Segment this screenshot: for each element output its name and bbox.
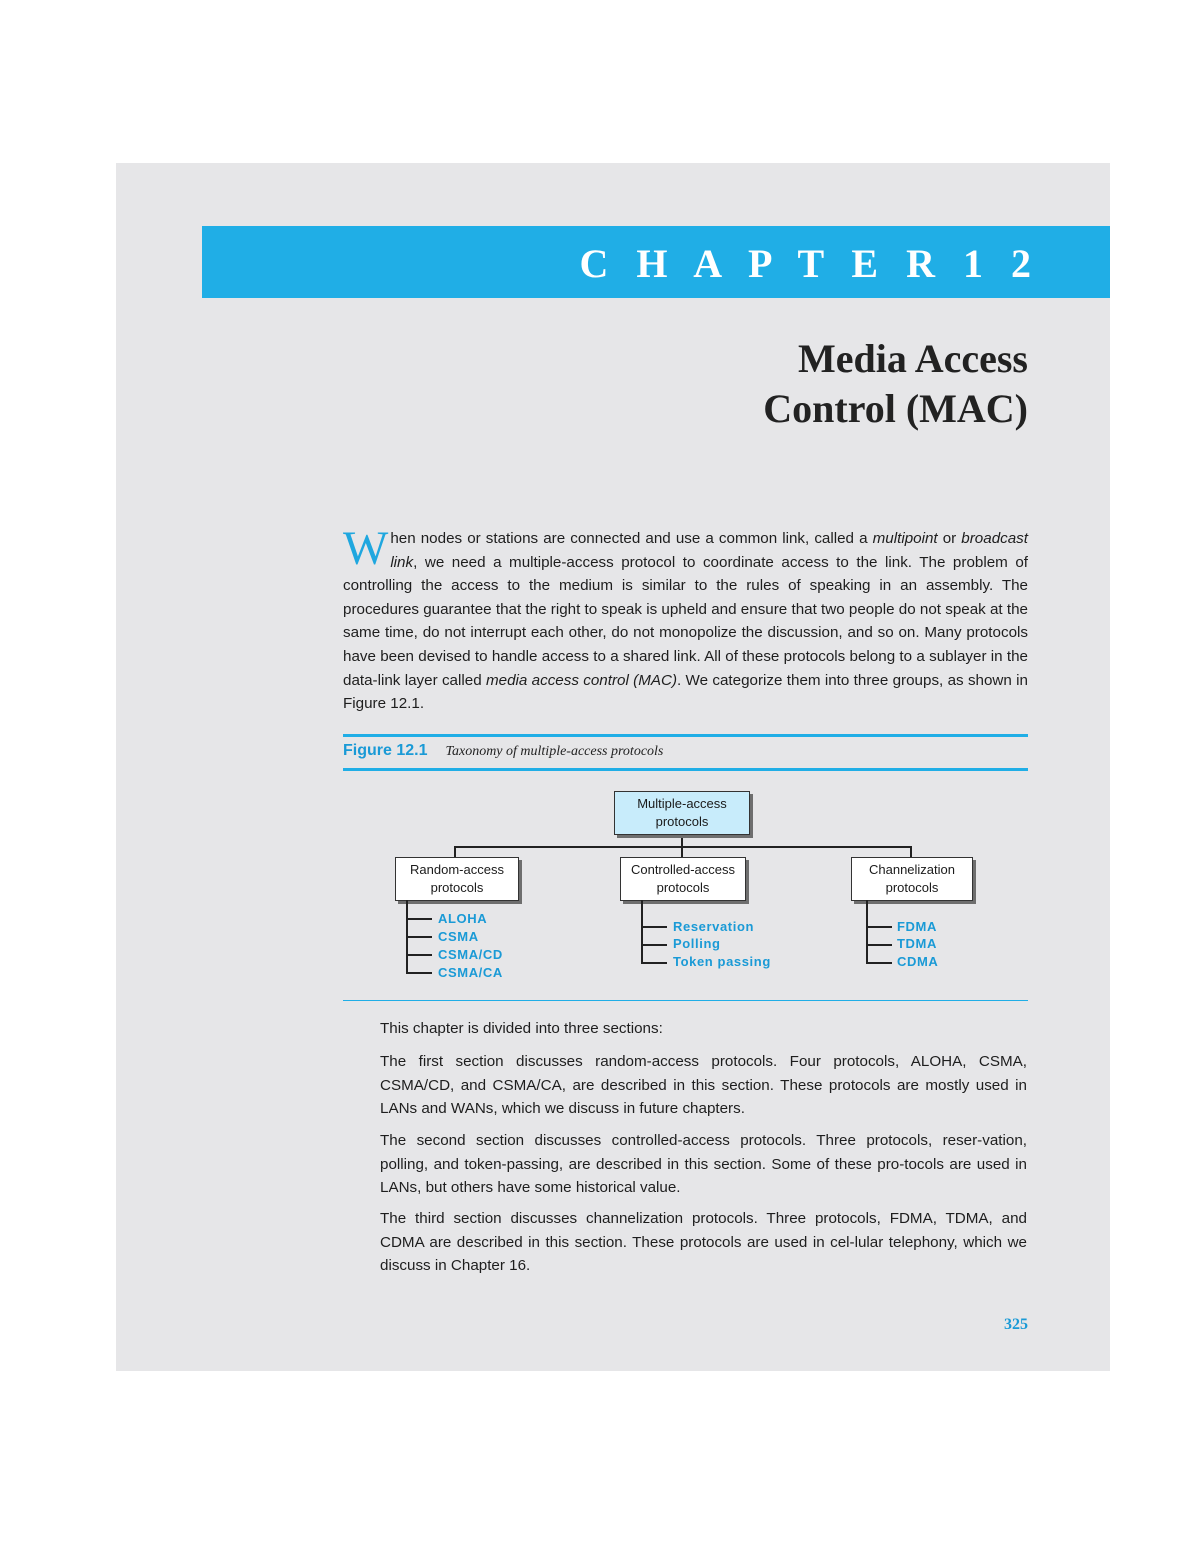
channelization-line1: Channelization	[868, 862, 955, 877]
section-bullet-1: The first section discusses random-access protocols. Four protocols, ALOHA, CSMA, CSMA/CD, and CSMA/CA, are described in this section. These protocols are mostly used in LANs and WANs, which we discuss in future chapters.	[380, 1053, 1027, 1118]
controlled-leaf-tick	[641, 926, 667, 928]
leaf-cdma: CDMA	[897, 954, 939, 969]
controlled-access-line1: Controlled-access	[630, 862, 736, 877]
intro-paragraph	[343, 522, 1028, 716]
channelization-line2: protocols	[885, 880, 939, 895]
leaf-tdma: TDMA	[897, 936, 937, 951]
page-number: 325	[1004, 1316, 1028, 1333]
intro-term-multipoint: multipoint	[872, 530, 938, 547]
channelization-box	[851, 857, 973, 901]
section-bullet-2: The second section discusses controlled-access protocols. Three protocols, reser-vation, polling, and token-passing, are described in this section. Some of these pro-tocols are used in LANs, but others have some historical value.	[380, 1132, 1027, 1197]
intro-text-4: . We categorize them into three groups, as shown in Figure 12.1.	[343, 671, 1028, 713]
random-leaf-tick	[406, 954, 432, 956]
chapter-title-line2: Control (MAC)	[763, 386, 1028, 431]
leaf-csma-ca: CSMA/CA	[438, 965, 503, 980]
figure-number: Figure 12.1	[343, 742, 428, 759]
figure-top-rule	[343, 734, 1028, 737]
intro-term-mac: media access control (MAC)	[485, 671, 678, 689]
chapter-banner	[202, 226, 1110, 298]
root-connector	[681, 833, 683, 847]
intro-text-2: or	[937, 530, 962, 547]
channelization-leaf-stem	[866, 900, 868, 964]
figure-caption-rule	[343, 768, 1028, 771]
leaf-aloha: ALOHA	[438, 911, 488, 926]
random-access-line2: protocols	[430, 880, 484, 895]
intro-text-3: , we need a multiple-access protocol to coordinate access to the link. The problem of controlling the access to the medium is similar to the rules of speaking in an assembly. The procedures guarantee that the right to speak is upheld and ensure that two people do not speak at the same time, do not interrupt each other, do not monopolize the discussion, and so on. Many protocols have been devised to handle access to a shared link. All of these protocols belong to a sublayer in the data-link layer called	[343, 553, 1028, 689]
channelization-leaf-tick	[866, 944, 892, 946]
leaf-fdma: FDMA	[897, 919, 937, 934]
random-leaf-tick	[406, 972, 432, 974]
intro-text-1: hen nodes or stations are connected and use a common link, called a	[390, 530, 873, 547]
leaf-polling: Polling	[673, 936, 721, 951]
random-access-line1: Random-access	[410, 862, 504, 877]
channelization-leaf-tick	[866, 926, 892, 928]
chapter-title-line1: Media Access	[798, 336, 1028, 381]
controlled-leaf-tick	[641, 944, 667, 946]
random-leaf-tick	[406, 936, 432, 938]
random-access-box	[395, 857, 519, 901]
controlled-access-box	[620, 857, 746, 901]
root-node-line1: Multiple-access	[637, 796, 727, 811]
chapter-title	[763, 334, 1028, 434]
leaf-reservation: Reservation	[673, 919, 755, 934]
drop-cap: W	[343, 522, 389, 575]
leaf-csma: CSMA	[438, 929, 479, 944]
controlled-access-line2: protocols	[656, 880, 710, 895]
chapter-label: C H A P T E R 1 2	[579, 241, 1040, 286]
sections-lead: This chapter is divided into three sections:	[380, 1020, 663, 1037]
figure-description: Taxonomy of multiple-access protocols	[445, 744, 664, 759]
channelization-leaf-tick	[866, 962, 892, 964]
figure-caption	[343, 742, 663, 760]
branch-horizontal-line	[454, 846, 912, 848]
section-bullet-3: The third section discusses channelization protocols. Three protocols, FDMA, TDMA, and CDMA are described in this section. These protocols are used in cel-lular telephony, which we discuss in Chapter 16.	[380, 1210, 1027, 1275]
root-node-line2: protocols	[655, 814, 709, 829]
controlled-leaf-tick	[641, 962, 667, 964]
intro-term-broadcast: broadcast link	[390, 530, 1028, 571]
leaf-token-passing: Token passing	[673, 954, 771, 969]
figure-bottom-rule	[343, 1000, 1028, 1001]
leaf-csma-cd: CSMA/CD	[438, 947, 503, 962]
controlled-leaf-stem	[641, 900, 643, 964]
random-leaf-tick	[406, 918, 432, 920]
root-node-box	[614, 791, 750, 835]
